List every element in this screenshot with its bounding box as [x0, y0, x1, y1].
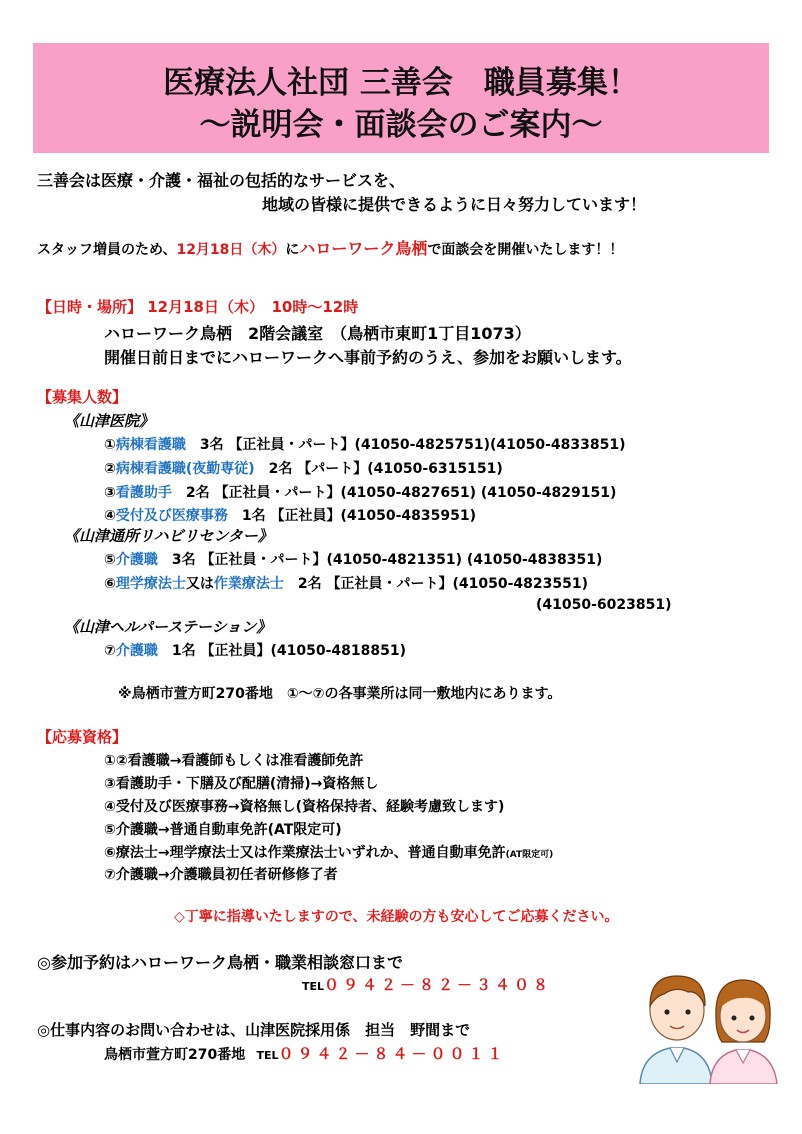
inquiry-tel: ０９４２－８４－００１１ — [278, 1045, 507, 1063]
qualification-item-1: ①②看護職→看護師もしくは准看護師免許 — [104, 753, 364, 769]
tel-label: TEL — [256, 1049, 279, 1062]
qualification-item-6: ⑦介護職→介護職員初任者研修修了者 — [104, 867, 338, 883]
job-details: 3名 【正社員・パート】(41050-4821351) (41050-4838351) — [171, 552, 603, 568]
qualification-text: ⑥療法士→理学療法士又は作業療法士いずれか、普通自動車免許 — [104, 845, 506, 861]
schedule-venue: ハローワーク鳥栖 2階会議室 （鳥栖市東町1丁目1073） — [104, 324, 531, 343]
item-number: ④ — [104, 508, 116, 524]
job-details: 2名 【正社員・パート】(41050-4827651) (41050-4829151) — [185, 485, 617, 501]
inquiry-address-line — [104, 1043, 507, 1064]
recruit-item-6-extra: (41050-6023851) — [536, 597, 672, 613]
announce-mid: に — [285, 242, 300, 258]
reserve-tel-line — [302, 974, 552, 995]
male-staff-icon — [640, 976, 712, 1084]
tel-label: TEL — [302, 980, 325, 993]
job-details: 1名 【正社員】(41050-4818851) — [171, 643, 406, 659]
announce-suffix: で面談会を開催いたします！！ — [427, 242, 624, 258]
qualification-item-4: ⑤介護職→普通自動車免許(AT限定可) — [104, 822, 342, 838]
female-staff-icon — [710, 980, 777, 1084]
job-details: 2名 【パート】(41050-6315151) — [268, 461, 503, 477]
qualifications-label: 【応募資格】 — [37, 728, 128, 746]
job-details: 3名 【正社員・パート】(41050-4825751)(41050-4833851) — [199, 437, 626, 453]
job-title: 病棟看護職(夜勤専従) — [115, 461, 255, 477]
page-subtitle: ～説明会・面談会のご案内～ — [199, 107, 603, 143]
job-title: 介護職 — [115, 552, 158, 568]
job-conjunction: 又は — [185, 576, 214, 592]
job-title: 病棟看護職 — [115, 437, 186, 453]
qualification-item-2: ③看護助手・下膳及び配膳(清掃)→資格無し — [104, 776, 379, 792]
facility-yamatsu-clinic: 《山津医院》 — [64, 412, 155, 430]
recruit-item-5 — [104, 549, 602, 569]
job-title: 受付及び医療事務 — [115, 508, 228, 524]
recruit-item-3 — [104, 482, 616, 502]
job-details: 1名 【正社員】(41050-4835951) — [241, 508, 476, 524]
recruit-item-2 — [104, 458, 503, 478]
page-title: 医療法人社団 三善会 職員募集！ — [163, 65, 639, 101]
recruit-item-6 — [104, 573, 588, 593]
schedule-label: 【日時・場所】 — [37, 298, 143, 316]
facility-helper-station: 《山津ヘルパーステーション》 — [64, 618, 272, 636]
intro-line-2: 地域の皆様に提供できるように日々努力しています！ — [262, 195, 647, 214]
qualification-small-note: (AT限定可) — [505, 850, 554, 860]
job-title: 作業療法士 — [213, 576, 284, 592]
recruit-item-1 — [104, 434, 625, 454]
schedule-datetime: 12月18日（木） 10時～12時 — [147, 298, 359, 316]
recruit-label: 【募集人数】 — [37, 388, 128, 406]
announcement — [37, 236, 623, 259]
qualification-item-3: ④受付及び医療事務→資格無し(資格保持者、経験考慮致します) — [104, 799, 505, 815]
item-number: ⑦ — [104, 643, 116, 659]
reserve-contact: ◎参加予約はハローワーク鳥栖・職業相談窓口まで — [37, 953, 403, 972]
reserve-tel: ０９４２－８２－３４０８ — [324, 976, 553, 994]
intro-line-1: 三善会は医療・介護・福祉の包括的なサービスを、 — [37, 171, 406, 190]
recruit-item-7 — [104, 640, 406, 660]
item-number: ⑥ — [104, 576, 116, 592]
announce-place: ハローワーク鳥栖 — [299, 239, 428, 258]
schedule-section — [37, 296, 358, 317]
item-number: ① — [104, 437, 116, 453]
job-title: 理学療法士 — [115, 576, 186, 592]
schedule-note: 開催日前日までにハローワークへ事前予約のうえ、参加をお願いします。 — [104, 348, 632, 367]
item-number: ② — [104, 461, 116, 477]
announce-prefix: スタッフ増員のため、 — [37, 242, 177, 258]
qualification-item-5 — [104, 842, 553, 862]
job-details: 2名 【正社員・パート】(41050-4823551) — [297, 576, 588, 592]
staff-illustration — [632, 962, 782, 1084]
facility-rehab-center: 《山津通所リハビリセンター》 — [64, 527, 273, 545]
header-banner — [33, 43, 769, 153]
address-note: ※鳥栖市萱方町270番地 ①～⑦の各事業所は同一敷地内にあります。 — [118, 686, 562, 702]
job-title: 看護助手 — [115, 485, 172, 501]
item-number: ③ — [104, 485, 116, 501]
inquiry-contact: ◎仕事内容のお問い合わせは、山津医院採用係 担当 野間まで — [37, 1021, 471, 1039]
recruit-item-4 — [104, 505, 476, 525]
item-number: ⑤ — [104, 552, 116, 568]
job-title: 介護職 — [115, 643, 158, 659]
guidance-note: ◇丁寧に指導いたしますので、未経験の方も安心してご応募ください。 — [174, 909, 619, 925]
announce-date: 12月18日（木） — [176, 242, 286, 258]
inquiry-address: 鳥栖市萱方町270番地 — [104, 1047, 246, 1063]
